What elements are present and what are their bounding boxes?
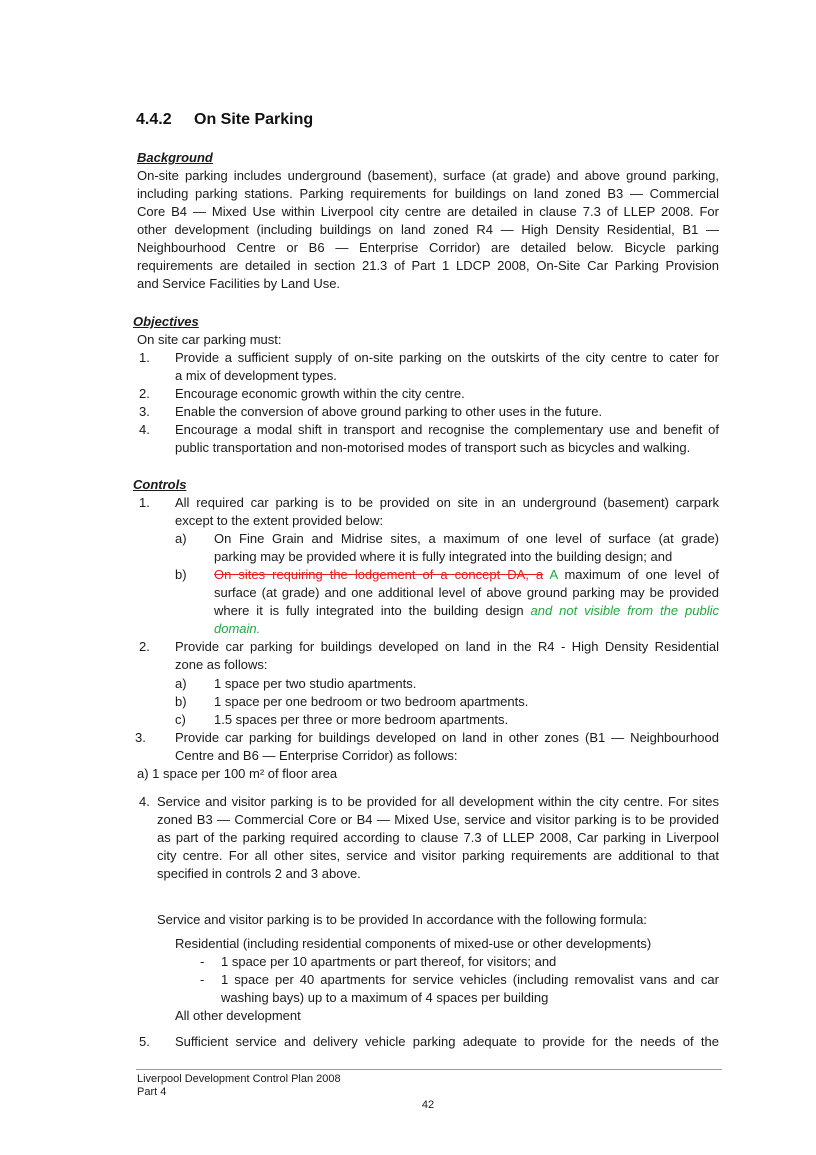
controls-heading: Controls bbox=[133, 477, 187, 492]
objective-number: 1. bbox=[139, 350, 150, 365]
background-line-5: Neighbourhood Centre or B6 — Enterprise Corridor) are detailed below. Bicycle parking bbox=[137, 240, 719, 255]
objective-text: Enable the conversion of above ground parking to other uses in the future. bbox=[175, 404, 603, 419]
control-sub-label: a) bbox=[175, 676, 187, 691]
formula-other: All other development bbox=[175, 1008, 301, 1023]
background-line-1: On-site parking includes underground (basement), surface (at grade) and above ground parking, bbox=[137, 168, 719, 183]
control-sub-label: b) bbox=[175, 694, 187, 709]
control-text: Provide car parking for buildings developed on land in other zones (B1 — Neighbourhood bbox=[175, 730, 719, 745]
control-sub-text: maximum of one level of bbox=[564, 567, 719, 582]
control-text: Provide car parking for buildings developed on land in the R4 - High Density Residential bbox=[175, 639, 719, 654]
background-line-7: and Service Facilities by Land Use. bbox=[137, 276, 341, 291]
objective-number: 3. bbox=[139, 404, 150, 419]
formula-item: 1 space per 40 apartments for service vehicles (including removalist vans and car bbox=[221, 972, 719, 987]
control-sub-text: 1 space per two studio apartments. bbox=[214, 676, 417, 691]
deleted-text: On sites requiring the lodgement of a concept DA, a bbox=[214, 567, 544, 582]
formula-intro: Service and visitor parking is to be provided In accordance with the following formula: bbox=[157, 912, 647, 927]
background-line-4: other development (including buildings on land zoned R4 — High Density Residential, B1 — bbox=[137, 222, 719, 237]
background-heading: Background bbox=[137, 150, 213, 165]
footer-divider bbox=[136, 1069, 722, 1070]
control-sub-text: 1.5 spaces per three or more bedroom apartments. bbox=[214, 712, 509, 727]
objective-text: public transportation and non-motorised modes of transport such as bicycles and walking. bbox=[175, 440, 691, 455]
objective-number: 4. bbox=[139, 422, 150, 437]
objective-text: Provide a sufficient supply of on-site parking on the outskirts of the city centre to cater for bbox=[175, 350, 719, 365]
objective-number: 2. bbox=[139, 386, 150, 401]
control-sub-text-amended bbox=[214, 602, 719, 620]
control-text: zoned B3 — Commercial Core or B4 — Mixed Use, service and visitor parking is to be provided bbox=[157, 812, 719, 827]
control-text: except to the extent provided below: bbox=[175, 513, 384, 528]
control-number: 4. bbox=[139, 794, 150, 809]
inserted-text: A bbox=[549, 567, 558, 582]
control-text: Centre and B6 — Enterprise Corridor) as follows: bbox=[175, 748, 458, 763]
control-number: 1. bbox=[139, 495, 150, 510]
control-sub-text: 1 space per one bedroom or two bedroom apartments. bbox=[214, 694, 529, 709]
objective-text: a mix of development types. bbox=[175, 368, 337, 383]
control-sub-text-amended bbox=[214, 566, 719, 584]
section-title: On Site Parking bbox=[194, 111, 314, 128]
inserted-text: and not visible from the public bbox=[530, 603, 719, 618]
control-text: Service and visitor parking is to be provided for all development within the city centre. For sites bbox=[157, 794, 719, 809]
control-sub-text: On Fine Grain and Midrise sites, a maximum of one level of surface (at grade) bbox=[214, 531, 719, 546]
formula-item: washing bays) up to a maximum of 4 spaces per building bbox=[221, 990, 549, 1005]
control-sub-text: where it is fully integrated into the building design bbox=[214, 603, 524, 618]
page-number: 42 bbox=[421, 1099, 435, 1111]
background-line-6: requirements are detailed in section 21.3 of Part 1 LDCP 2008, On-Site Car Parking Provision bbox=[137, 258, 719, 273]
control-number: 2. bbox=[139, 639, 150, 654]
control-text: as part of the parking required according to clause 7.3 of LLEP 2008, Car parking in Liverpool bbox=[157, 830, 719, 845]
dash-bullet: - bbox=[200, 972, 205, 987]
dash-bullet: - bbox=[200, 954, 205, 969]
control-text: Sufficient service and delivery vehicle parking adequate to provide for the needs of the bbox=[175, 1034, 719, 1049]
objective-text: Encourage economic growth within the city centre. bbox=[175, 386, 465, 401]
control-text: zone as follows: bbox=[175, 657, 268, 672]
section-heading bbox=[136, 111, 313, 129]
background-line-3: Core B4 — Mixed Use within Liverpool city centre are detailed in clause 7.3 of LLEP 2008. For bbox=[137, 204, 719, 219]
control-number: 3. bbox=[135, 730, 146, 745]
control-sub-label: b) bbox=[175, 567, 187, 582]
inserted-text: domain. bbox=[214, 621, 261, 636]
section-number: 4.4.2 bbox=[136, 111, 172, 128]
control-number: 5. bbox=[139, 1034, 150, 1049]
formula-item: 1 space per 10 apartments or part thereof, for visitors; and bbox=[221, 954, 557, 969]
footer-doc-title: Liverpool Development Control Plan 2008 bbox=[137, 1073, 341, 1085]
control-sub-text: parking may be provided where it is fully integrated into the building design; and bbox=[214, 549, 673, 564]
control-text: city centre. For all other sites, service and visitor parking requirements are additional to that bbox=[157, 848, 719, 863]
background-line-2: including parking stations. Parking requirements for buildings on land zoned B3 — Commercial bbox=[137, 186, 719, 201]
control-text: specified in controls 2 and 3 above. bbox=[157, 866, 361, 881]
control-text: All required car parking is to be provided on site in an underground (basement) carpark bbox=[175, 495, 719, 510]
control-sub-text: a) 1 space per 100 m² of floor area bbox=[137, 766, 338, 781]
objective-text: Encourage a modal shift in transport and recognise the complementary use and benefit of bbox=[175, 422, 719, 437]
control-sub-label: c) bbox=[175, 712, 186, 727]
control-sub-text: surface (at grade) and one additional level of above ground parking may be provided bbox=[214, 585, 719, 600]
objectives-heading: Objectives bbox=[133, 314, 199, 329]
objectives-intro: On site car parking must: bbox=[137, 332, 282, 347]
formula-residential: Residential (including residential components of mixed-use or other developments) bbox=[175, 936, 652, 951]
footer-part: Part 4 bbox=[137, 1086, 167, 1098]
control-sub-label: a) bbox=[175, 531, 187, 546]
